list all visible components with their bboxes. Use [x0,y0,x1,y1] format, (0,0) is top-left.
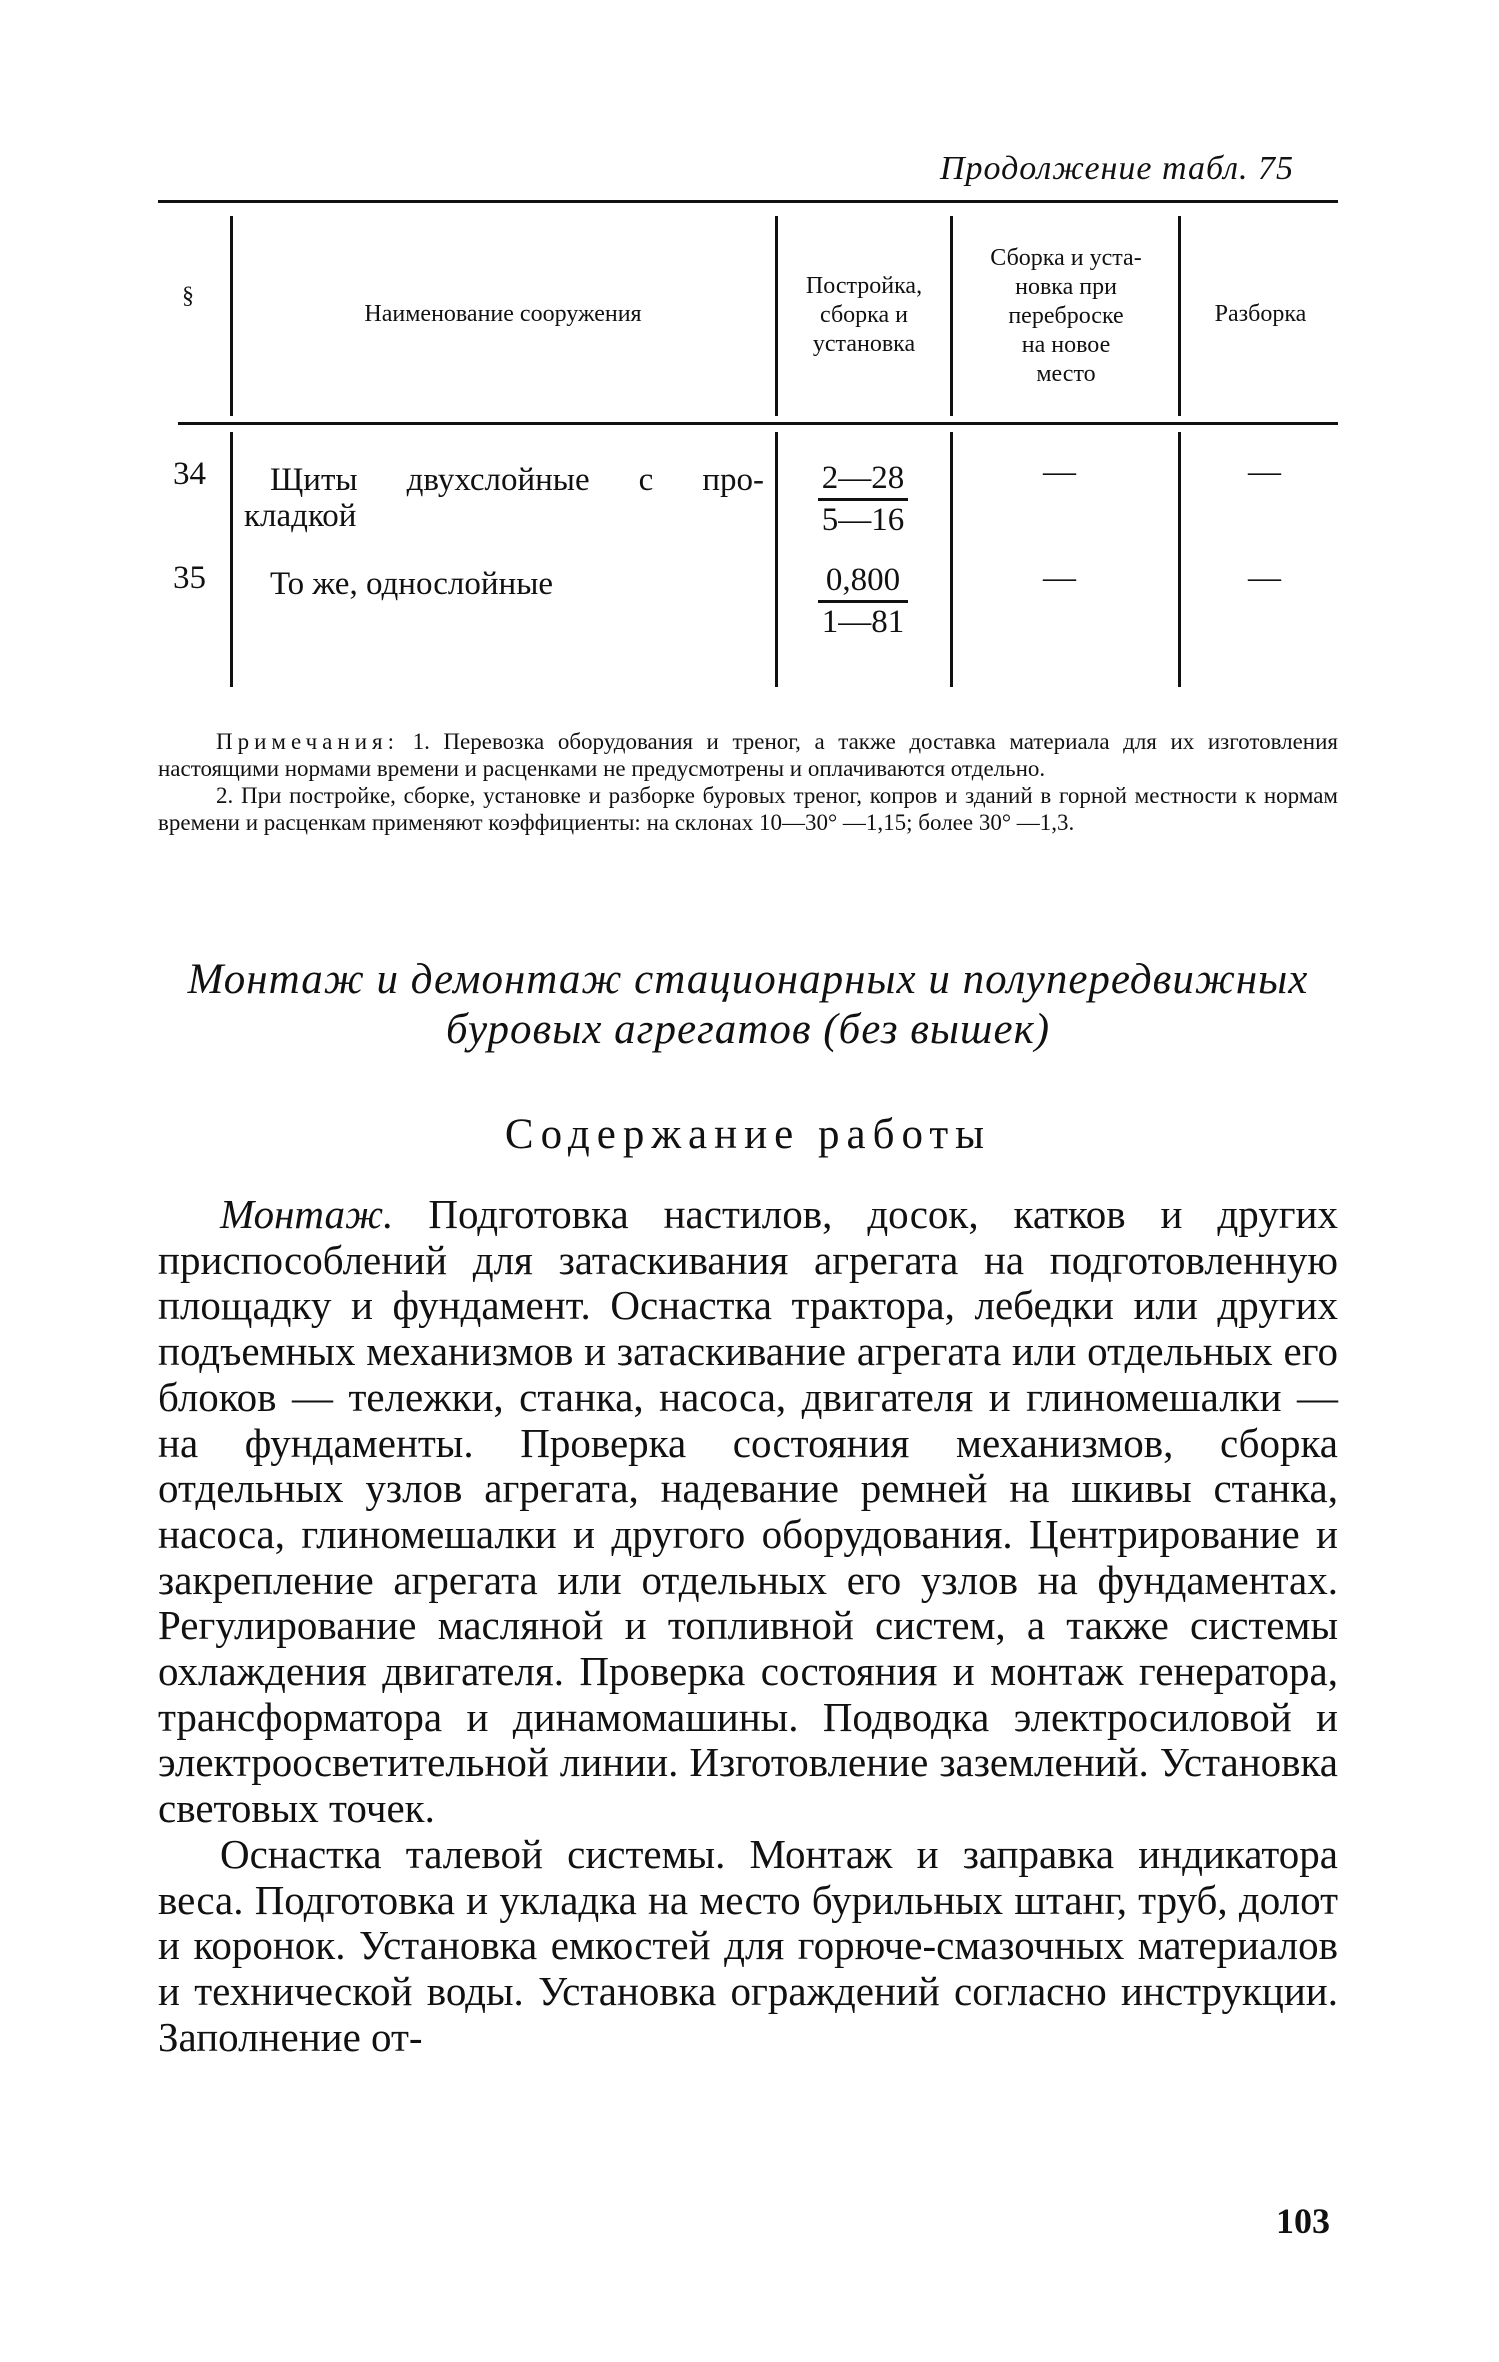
dismantle-value: — [1248,454,1281,490]
build-value-fraction: $\frac{0,800}{1—81}$ [808,562,918,641]
table-continuation-label: Продолжение табл. 75 [940,150,1295,187]
header-name: Наименование сооружения [364,301,642,327]
relocate-value: — [1043,454,1076,490]
norms-table [158,200,1338,690]
row-number: 34 [173,456,206,492]
column-divider [1178,216,1181,416]
body-text [158,1192,1338,2060]
row-name: То же, однослойные [270,566,554,602]
row-name: Щиты двухслойные с про- кладкой [244,462,764,534]
paragraph: Оснастка талевой системы. Монтаж и заправка индикатора веса. Подготовка и укладка на место бурильных штанг, труб, долот и коронок. Установка емкостей для горюче-смазочных материалов и технической воды. Установка ограждений согласно инструкции. Заполнение от- [158,1830,1338,2060]
column-divider [775,432,778,687]
column-divider [775,216,778,416]
section-title: Монтаж и демонтаж стационарных и полупередвижных буровых агрегатов (без вышек) [187,956,1309,1053]
column-divider [950,216,953,416]
dismantle-value: — [1248,560,1281,596]
relocate-value: — [1043,560,1076,596]
note-1: 1. Перевозка оборудования и треног, а также доставка материала для их изготовления настоящими нормами времени и расценками не предусмотрены и оплачиваются отдельно. [158,729,1339,781]
column-divider [230,216,233,416]
header-section: § [182,283,194,309]
table-top-rule [158,200,1338,203]
notes-label: Примечания: [216,729,399,754]
header-build: Постройка, сборка и установка [805,273,923,357]
row-number: 35 [173,560,206,596]
paragraph-lead: Монтаж. [220,1191,394,1237]
column-divider [230,432,233,687]
build-value-fraction: $\frac{2—28}{5—16}$ [808,460,918,539]
note-2: 2. При постройке, сборке, установке и разборке буровых треног, копров и зданий в горной местности к нормам времени и расценкам применяют коэффициенты: на склонах 10—30° —1,15; более 30° —1,3. [158,783,1338,835]
column-divider [950,432,953,687]
subsection-title: Содержание работы [504,1111,992,1158]
table-header-rule [178,422,1338,425]
header-dismantle: Разборка [1214,301,1307,327]
paragraph: Монтаж. Подготовка настилов, досок, катков и других приспособлений для затаскивания агрегата на подготовленную площадку и фундамент. Оснастка трактора, лебедки или других подъемных механизмов и затаскивание агрегата или отдельных его блоков — тележки, станка, насоса, двигателя и глиномешалки — на фундаменты. Проверка состояния механизмов, сборка отдельных узлов агрегата, надевание ремней на шкивы станка, насоса, глиномешалки и другого оборудования. Центрирование и закрепление агрегата или отдельных его узлов на фундаментах. Регулирование масляной и топливной систем, а также системы охлаждения двигателя. Проверка состояния и монтаж генератора, трансформатора и динамомашины. Подводка электросиловой и электроосветительной линии. Изготовление заземлений. Установка световых точек. [158,1191,1338,1832]
page-number: 103 [1276,2201,1330,2241]
column-divider [1178,432,1181,687]
header-relocate: Сборка и уста- новка при переброске на новое место [990,245,1142,387]
table-notes [158,728,1338,836]
